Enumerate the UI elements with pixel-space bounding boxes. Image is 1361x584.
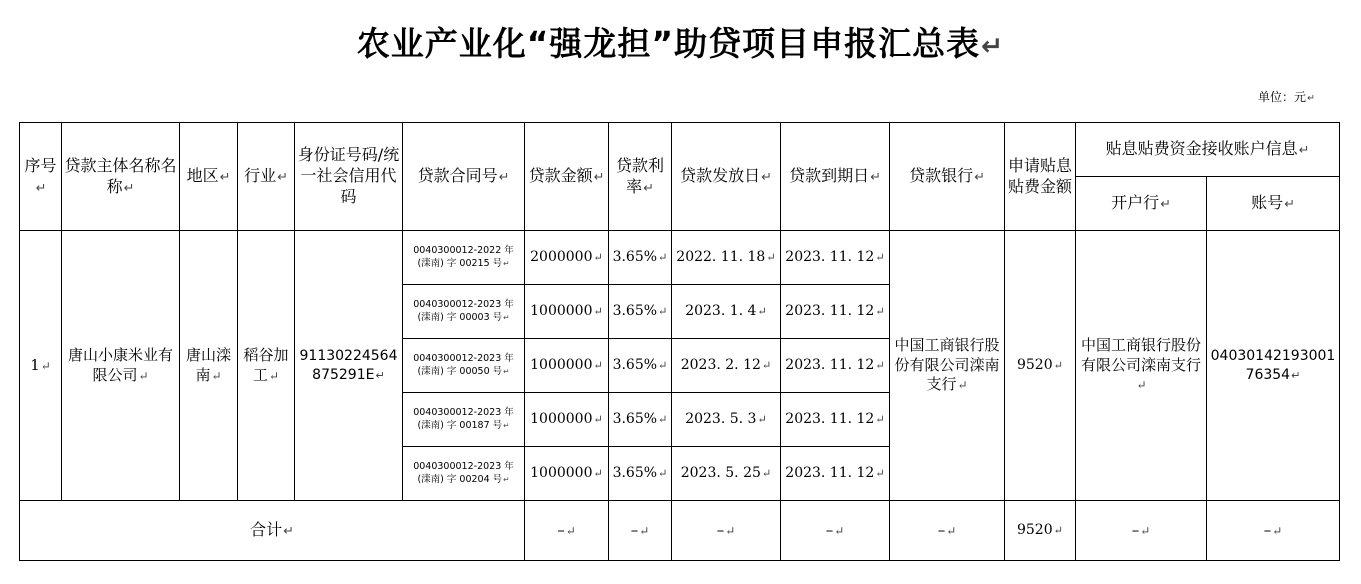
- cell-amount: 1000000↵: [525, 447, 609, 501]
- cell-rate: 3.65%↵: [609, 339, 672, 393]
- total-subsidy: 9520↵: [1005, 501, 1076, 561]
- cell-issue-date: 2023. 5. 3↵: [672, 393, 781, 447]
- header-id-code: 身份证号码/统一社会信用代码: [295, 123, 403, 231]
- header-row: [20, 123, 1340, 177]
- header-due-date: 贷款到期日↵: [781, 123, 890, 231]
- cell-due-date: 2023. 11. 12↵: [781, 285, 890, 339]
- cell-contract-no: 0040300012-2023 年 (滦南) 字 00050 号↵: [403, 339, 525, 393]
- cell-contract-no: 0040300012-2023 年 (滦南) 字 00204 号↵: [403, 447, 525, 501]
- header-issue-date: 贷款发放日↵: [672, 123, 781, 231]
- total-open-bank: –↵: [1076, 501, 1207, 561]
- header-rate: 贷款利率↵: [609, 123, 672, 231]
- total-row: [20, 501, 1340, 561]
- cell-bank: 中国工商银行股份有限公司滦南支行↵: [890, 231, 1005, 501]
- total-bank: –↵: [890, 501, 1005, 561]
- cell-rate: 3.65%↵: [609, 285, 672, 339]
- cell-rate: 3.65%↵: [609, 393, 672, 447]
- cell-subsidy: 9520↵: [1005, 231, 1076, 501]
- total-issue-date: –↵: [672, 501, 781, 561]
- total-amount: –↵: [525, 501, 609, 561]
- header-amount: 贷款金额↵: [525, 123, 609, 231]
- cell-contract-no: 0040300012-2023 年 (滦南) 字 00187 号↵: [403, 393, 525, 447]
- cell-amount: 2000000↵: [525, 231, 609, 285]
- header-region: 地区↵: [180, 123, 238, 231]
- loan-summary-table: [19, 122, 1340, 561]
- header-subsidy: 申请贴息贴费金额: [1005, 123, 1076, 231]
- header-account-info: 贴息贴费资金接收账户信息↵: [1076, 123, 1340, 177]
- header-account-no: 账号↵: [1207, 177, 1340, 231]
- unit-label: 单位：元↵: [1257, 90, 1315, 104]
- cell-rate: 3.65%↵: [609, 447, 672, 501]
- cell-amount: 1000000↵: [525, 285, 609, 339]
- document-title: 农业产业化“强龙担”助贷项目申报汇总表↵: [356, 24, 1005, 63]
- cell-due-date: 2023. 11. 12↵: [781, 339, 890, 393]
- cell-contract-no: 0040300012-2022 年 (滦南) 字 00215 号↵: [403, 231, 525, 285]
- header-bank: 贷款银行↵: [890, 123, 1005, 231]
- cell-amount: 1000000↵: [525, 393, 609, 447]
- total-rate: –↵: [609, 501, 672, 561]
- cell-contract-no: 0040300012-2023 年 (滦南) 字 00003 号↵: [403, 285, 525, 339]
- header-seq: 序号↵: [20, 123, 62, 231]
- cell-seq: 1↵: [20, 231, 62, 501]
- cell-account-no: 0403014219300176354↵: [1207, 231, 1340, 501]
- cell-region: 唐山滦南↵: [180, 231, 238, 501]
- cell-rate: 3.65%↵: [609, 231, 672, 285]
- total-due-date: –↵: [781, 501, 890, 561]
- total-label: 合计↵: [20, 501, 525, 561]
- header-contract-no: 贷款合同号↵: [403, 123, 525, 231]
- cell-issue-date: 2023. 1. 4↵: [672, 285, 781, 339]
- table-row: [20, 231, 1340, 285]
- cell-due-date: 2023. 11. 12↵: [781, 231, 890, 285]
- cell-id-code: 91130224564875291E↵: [295, 231, 403, 501]
- cell-amount: 1000000↵: [525, 339, 609, 393]
- cell-entity: 唐山小康米业有限公司↵: [62, 231, 180, 501]
- header-entity: 贷款主体名称名称↵: [62, 123, 180, 231]
- header-open-bank: 开户行↵: [1076, 177, 1207, 231]
- total-account-no: –↵: [1207, 501, 1340, 561]
- cell-due-date: 2023. 11. 12↵: [781, 447, 890, 501]
- cell-due-date: 2023. 11. 12↵: [781, 393, 890, 447]
- cell-issue-date: 2022. 11. 18↵: [672, 231, 781, 285]
- cell-industry: 稻谷加工↵: [238, 231, 295, 501]
- cell-issue-date: 2023. 5. 25↵: [672, 447, 781, 501]
- cell-issue-date: 2023. 2. 12↵: [672, 339, 781, 393]
- cell-open-bank: 中国工商银行股份有限公司滦南支行↵: [1076, 231, 1207, 501]
- header-industry: 行业↵: [238, 123, 295, 231]
